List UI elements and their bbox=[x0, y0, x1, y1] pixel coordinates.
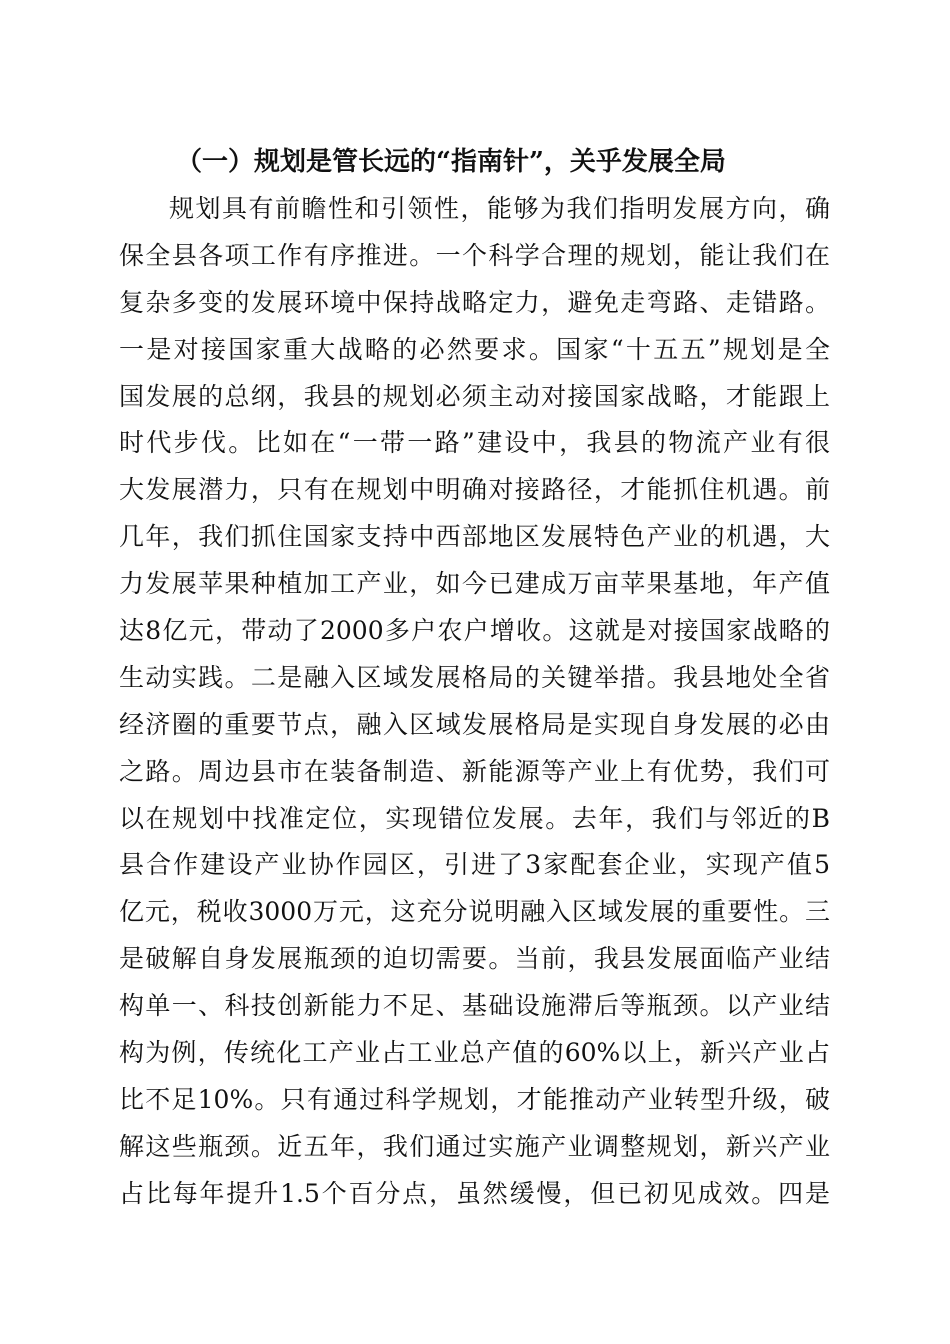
text-line: 几年，我们抓住国家支持中西部地区发展特色产业的机遇，大 bbox=[119, 522, 830, 552]
text-line: 比不足10%。只有通过科学规划，才能推动产业转型升级，破 bbox=[119, 1084, 830, 1114]
text-line: 保全县各项工作有序推进。一个科学合理的规划，能让我们在 bbox=[119, 240, 830, 270]
section-heading: （一）规划是管长远的“指南针”，关乎发展全局 bbox=[176, 147, 726, 177]
text-line: 之路。周边县市在装备制造、新能源等产业上有优势，我们可 bbox=[119, 756, 830, 786]
body-paragraph bbox=[119, 186, 830, 1218]
text-line: 一是对接国家重大战略的必然要求。国家“十五五”规划是全 bbox=[119, 334, 830, 364]
text-line: 构单一、科技创新能力不足、基础设施滞后等瓶颈。以产业结 bbox=[119, 991, 830, 1021]
text-line: 达8亿元，带动了2000多户农户增收。这就是对接国家战略的 bbox=[119, 616, 830, 646]
text-line: 县合作建设产业协作园区，引进了3家配套企业，实现产值5 bbox=[119, 850, 830, 880]
text-line: 大发展潜力，只有在规划中明确对接路径，才能抓住机遇。前 bbox=[119, 475, 830, 505]
text-line: 亿元，税收3000万元，这充分说明融入区域发展的重要性。三 bbox=[119, 897, 830, 927]
text-line: 力发展苹果种植加工产业，如今已建成万亩苹果基地，年产值 bbox=[119, 569, 830, 599]
text-line: 是破解自身发展瓶颈的迫切需要。当前，我县发展面临产业结 bbox=[119, 944, 830, 974]
text-line: 占比每年提升1.5个百分点，虽然缓慢，但已初见成效。四是 bbox=[119, 1178, 830, 1208]
text-line: 国发展的总纲，我县的规划必须主动对接国家战略，才能跟上 bbox=[119, 381, 830, 411]
text-line: 解这些瓶颈。近五年，我们通过实施产业调整规划，新兴产业 bbox=[119, 1131, 830, 1161]
text-line: 经济圈的重要节点，融入区域发展格局是实现自身发展的必由 bbox=[119, 709, 830, 739]
text-line: 以在规划中找准定位，实现错位发展。去年，我们与邻近的B bbox=[119, 803, 830, 833]
text-line: 生动实践。二是融入区域发展格局的关键举措。我县地处全省 bbox=[119, 662, 830, 692]
text-line: 规划具有前瞻性和引领性，能够为我们指明发展方向，确 bbox=[169, 194, 830, 223]
text-line: 复杂多变的发展环境中保持战略定力，避免走弯路、走错路。 bbox=[119, 287, 830, 317]
text-line: 构为例，传统化工产业占工业总产值的60%以上，新兴产业占 bbox=[119, 1038, 830, 1068]
text-line: 时代步伐。比如在“一带一路”建设中，我县的物流产业有很 bbox=[119, 428, 830, 458]
